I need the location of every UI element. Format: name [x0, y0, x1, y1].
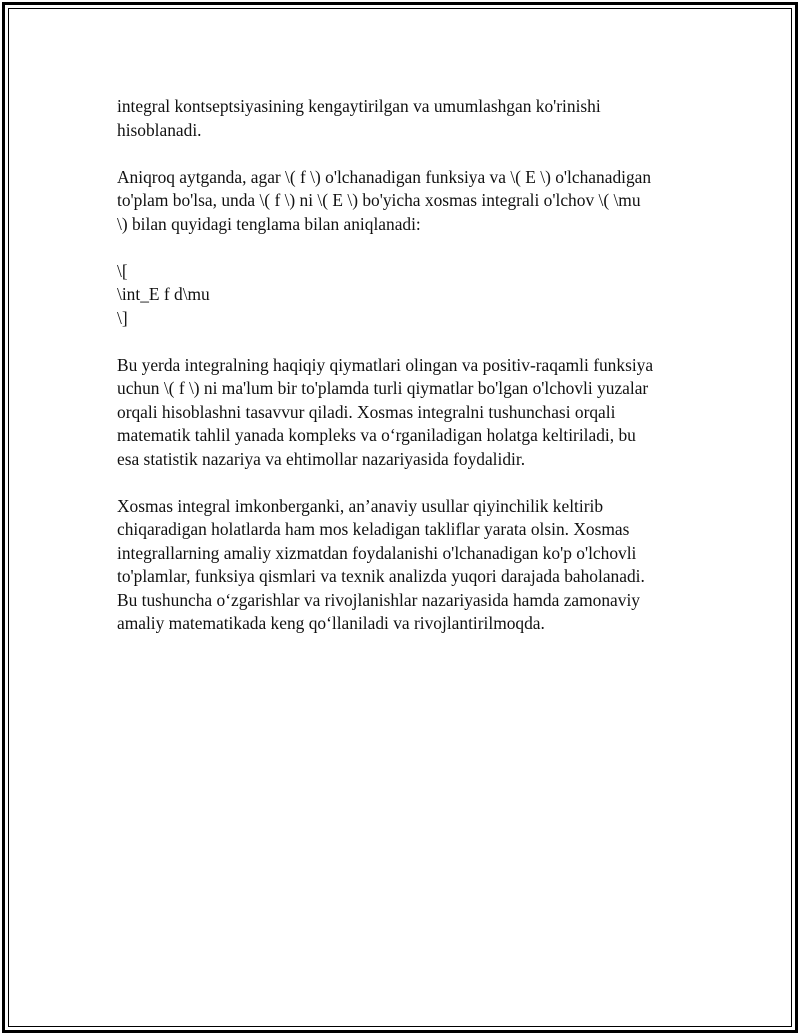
formula-line: \int_E f d\mu	[117, 284, 210, 304]
text-line: amaliy matematikada keng qo‘llaniladi va rivojlantirilmoqda.	[117, 613, 545, 633]
paragraph-formula	[117, 260, 707, 331]
text-line: esa statistik nazariya va ehtimollar nazariyasida foydalidir.	[117, 448, 526, 469]
text-line: chiqaradigan holatlarda ham mos keladigan takliflar yarata olsin. Xosmas	[117, 519, 630, 539]
text-line: hisoblanadi.	[117, 119, 202, 140]
paragraph-intro	[117, 95, 707, 142]
text-line: orqali hisoblashni tasavvur qiladi. Xosmas integralni tushunchasi orqali	[117, 401, 616, 422]
paragraph-definition	[117, 166, 707, 237]
paragraph-explanation	[117, 354, 707, 472]
text-line: integral kontseptsiyasining kengaytirilgan va umumlashgan ko'rinishi	[117, 96, 601, 116]
text-line: Xosmas integral imkonberganki, an’anaviy usullar qiyinchilik keltirib	[117, 495, 604, 516]
text-line: to'plamlar, funksiya qismlari va texnik analizda yuqori darajada baholanadi.	[117, 566, 645, 586]
text-line: \) bilan quyidagi tenglama bilan aniqlanadi:	[117, 213, 421, 234]
text-line: Bu tushuncha o‘zgarishlar va rivojlanishlar nazariyasida hamda zamonaviy	[117, 589, 640, 610]
text-line: matematik tahlil yanada kompleks va o‘rganiladigan holatga keltiriladi, bu	[117, 425, 636, 445]
document-body	[117, 95, 707, 659]
paragraph-applications	[117, 495, 707, 636]
formula-line: \[	[117, 260, 128, 281]
text-line: Bu yerda integralning haqiqiy qiymatlari olingan va positiv-raqamli funksiya	[117, 354, 654, 375]
text-line: uchun \( f \) ni ma'lum bir to'plamda turli qiymatlar bo'lgan o'lchovli yuzalar	[117, 378, 649, 398]
document-page	[2, 2, 798, 1033]
text-line: integrallarning amaliy xizmatdan foydalanishi o'lchanadigan ko'p o'lchovli	[117, 542, 637, 563]
text-line: Aniqroq aytganda, agar \( f \) o'lchanadigan funksiya va \( E \) o'lchanadigan	[117, 166, 652, 187]
formula-line: \]	[117, 307, 128, 328]
text-line: to'plam bo'lsa, unda \( f \) ni \( E \) bo'yicha xosmas integrali o'lchov \( \mu	[117, 190, 641, 210]
